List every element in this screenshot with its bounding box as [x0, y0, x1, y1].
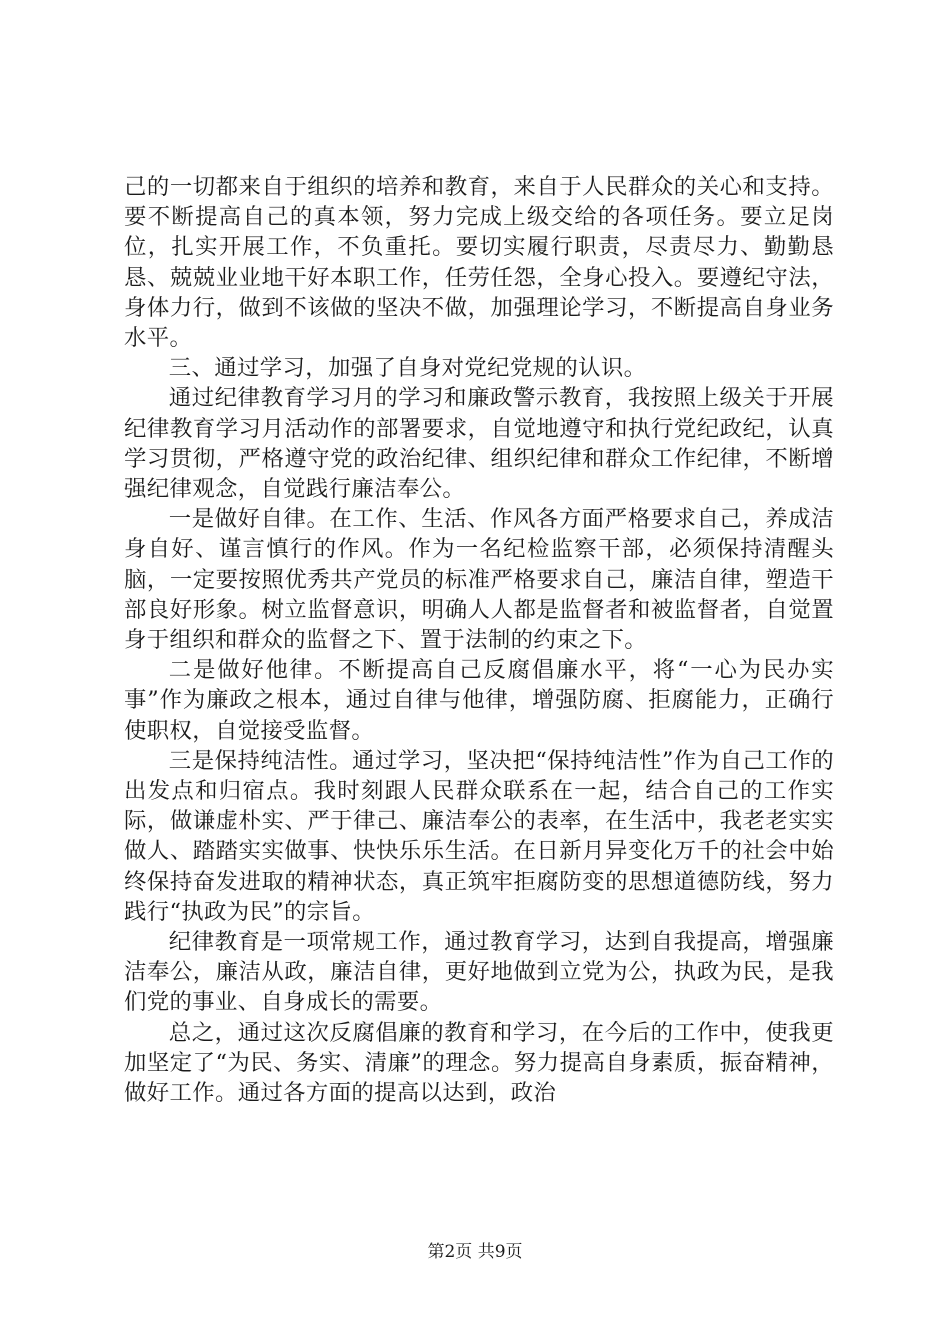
paragraph-discipline-education: 纪律教育是一项常规工作，通过教育学习，达到自我提高，增强廉洁奉公，廉洁从政，廉洁自律，更好地做到立党为公，执政为民，是我们党的事业、自身成长的需要。 — [124, 929, 834, 1016]
body-text — [124, 172, 834, 1108]
paragraph-self-discipline: 一是做好自律。在工作、生活、作风各方面严格要求自己，养成洁身自好、谨言慎行的作风。作为一名纪检监察干部，必须保持清醒头脑，一定要按照优秀共产党员的标准严格要求自己，廉洁自律，塑造干部良好形象。树立监督意识，明确人人都是监督者和被监督者，自觉置身于组织和群众的监督之下、置于法制的约束之下。 — [124, 506, 834, 654]
paragraph-3: 通过纪律教育学习月的学习和廉政警示教育，我按照上级关于开展纪律教育学习月活动作的部署要求，自觉地遵守和执行党纪政纪，认真学习贯彻，严格遵守党的政治纪律、组织纪律和群众工作纪律，不断增强纪律观念，自觉践行廉洁奉公。 — [124, 385, 834, 503]
paragraph-purity: 三是保持纯洁性。通过学习，坚决把“保持纯洁性”作为自己工作的出发点和归宿点。我时刻跟人民群众联系在一起，结合自己的工作实际，做谦虚朴实、严于律己、廉洁奉公的表率，在生活中，我老老实实做人、踏踏实实做事、快快乐乐生活。在日新月异变化万千的社会中始终保持奋发进取的精神状态，真正筑牢拒腐防变的思想道德防线，努力践行“执政为民”的宗旨。 — [124, 747, 834, 925]
section-heading-3: 三、通过学习，加强了自身对党纪党规的认识。 — [168, 355, 647, 382]
paragraph-conclusion: 总之，通过这次反腐倡廉的教育和学习，在今后的工作中，使我更加坚定了“为民、务实、清廉”的理念。努力提高自身素质，振奋精神，做好工作。通过各方面的提高以达到，政治 — [124, 1019, 834, 1107]
page-number-footer: 第2页 共9页 — [427, 1242, 523, 1262]
paragraph-1: 己的一切都来自于组织的培养和教育，来自于人民群众的关心和支持。要不断提高自己的真本领，努力完成上级交给的各项任务。要立足岗位，扎实开展工作，不负重托。要切实履行职责，尽责尽力、勤勤恳恳、兢兢业业地干好本职工作，任劳任怨，全身心投入。要遵纪守法，身体力行，做到不该做的坚决不做，加强理论学习，不断提高自身业务水平。 — [124, 174, 834, 352]
paragraph-external-discipline: 二是做好他律。不断提高自己反腐倡廉水平，将“一心为民办实事”作为廉政之根本，通过自律与他律，增强防腐、拒腐能力，正确行使职权，自觉接受监督。 — [124, 657, 834, 744]
